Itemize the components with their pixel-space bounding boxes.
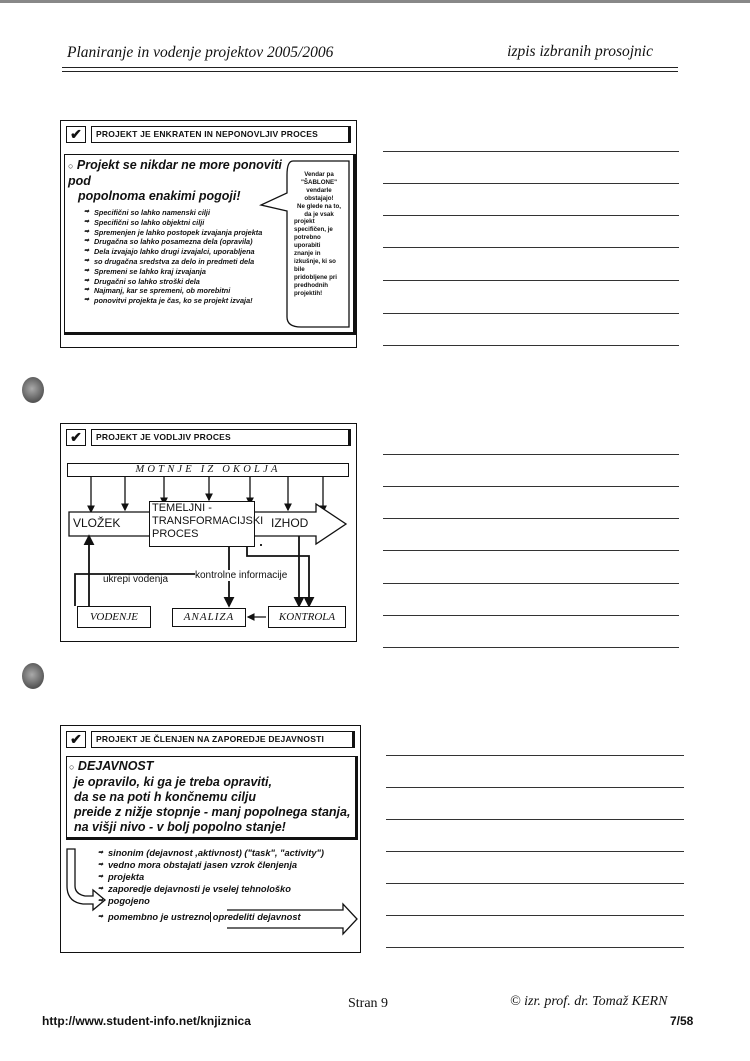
header-course-title: Planiranje in vodenje projektov 2005/2006 <box>67 44 334 61</box>
list-item: ➡ pomembno je ustrezno opredeliti dejavnost <box>98 911 324 923</box>
list-item: ➡ Specifični so lahko namenski cilji <box>84 208 298 218</box>
punch-hole <box>22 377 44 403</box>
management-box: VODENJE <box>77 606 151 628</box>
list-item: ➡ Spremenjen je lahko postopek izvajanja projekta <box>84 228 298 238</box>
note-line <box>386 787 684 788</box>
note-line <box>383 313 679 314</box>
note-line <box>383 247 679 248</box>
header-subtitle: izpis izbranih prosojnic <box>507 43 653 60</box>
note-line <box>383 647 679 648</box>
slide-1 <box>60 120 357 348</box>
control-box: KONTROLA <box>268 606 346 628</box>
list-item: ➡ Najmanj, kar se spremeni, ob morebitni <box>84 286 298 296</box>
source-url-link[interactable]: http://www.student-info.net/knjiznica <box>42 1014 251 1028</box>
definition-text: ○ DEJAVNOST je opravilo, ki ga je treba opraviti, da se na poti h končnemu cilju preide z nižje stopnje - manj popolnega stanja, na višji nivo - v bolj popolno stanje! <box>69 759 351 834</box>
checkmark-icon: ✔ <box>66 429 86 446</box>
slide-title: PROJEKT JE ČLENJEN NA ZAPOREDJE DEJAVNOSTI <box>91 731 355 748</box>
slide-main-statement: ○ Projekt se nikdar ne more ponoviti pod popolnoma enakimi pogoji! <box>68 158 282 203</box>
list-item: ➡ Drugačna so lahko posamezna dela (opravila) <box>84 237 298 247</box>
control-info-label: kontrolne informacije <box>195 570 288 581</box>
list-item-continuation: ➡ so drugačna sredstva za delo in predmeti dela <box>84 257 298 267</box>
input-label: VLOŽEK <box>73 516 121 530</box>
list-item: ➡ zaporedje dejavnosti je vselej tehnološko <box>98 883 324 895</box>
callout-note: Vendar pa "ŠABLONE" vendarle obstajajo! Ne glede na to, da je vsak projekt specifičen, je potrebno uporabiti znanje in izkušnje, ki so bile pridobljene pri predhodnih projektih! <box>294 171 341 297</box>
list-item-continuation: ➡ projekta <box>98 871 324 883</box>
note-line <box>383 615 679 616</box>
note-line <box>383 151 679 152</box>
note-line <box>383 345 679 346</box>
list-item-continuation: ➡ ponovitvi projekta je čas, ko se projekt izvaja! <box>84 296 298 306</box>
note-line <box>386 915 684 916</box>
analysis-box: ANALIZA <box>172 608 246 627</box>
list-item-continuation: ➡ pogojeno <box>98 895 324 907</box>
activity-notes-list <box>98 847 324 923</box>
note-line <box>383 583 679 584</box>
note-line <box>386 755 684 756</box>
list-item: ➡ vedno mora obstajati jasen vzrok členjenja <box>98 859 324 871</box>
top-edge-line <box>0 0 750 3</box>
note-line <box>383 486 679 487</box>
page-label: Stran 9 <box>348 996 389 1011</box>
note-line <box>386 851 684 852</box>
control-actions-label: ukrepi vodenja <box>103 574 169 585</box>
boxed-phrase: opredeliti dejavnost <box>210 912 301 922</box>
slide-title: PROJEKT JE ENKRATEN IN NEPONOVLJIV PROCES <box>91 126 351 143</box>
list-item: ➡ Drugačni so lahko stroški dela <box>84 277 298 287</box>
list-item: ➡ Specifični so lahko objektni cilji <box>84 218 298 228</box>
punch-hole <box>22 663 44 689</box>
hollow-bullet-icon: ○ <box>68 161 74 171</box>
note-line <box>383 550 679 551</box>
note-line <box>383 280 679 281</box>
list-item: ➡ Spremeni se lahko kraj izvajanja <box>84 267 298 277</box>
page-number: 7/58 <box>670 1014 694 1028</box>
disturbance-box: MOTNJE IZ OKOLJA <box>67 463 349 477</box>
note-line <box>383 518 679 519</box>
list-item: ➡ sinonim (dejavnost ,aktivnost) ("task", "activity") <box>98 847 324 859</box>
note-line <box>386 947 684 948</box>
slide-3 <box>60 725 361 953</box>
bullet-list <box>84 208 298 306</box>
checkmark-icon: ✔ <box>66 731 86 748</box>
note-line <box>386 883 684 884</box>
hollow-bullet-icon: ○ <box>69 762 75 772</box>
checkmark-icon: ✔ <box>66 126 86 143</box>
process-box: TEMELJNI - TRANSFORMACIJSKI PROCES <box>149 501 255 547</box>
slide-2 <box>60 423 357 642</box>
list-item: ➡ Dela izvajajo lahko drugi izvajalci, uporabljena <box>84 247 298 257</box>
copyright-author: © izr. prof. dr. Tomaž KERN <box>510 994 668 1009</box>
note-line <box>383 215 679 216</box>
slide-title: PROJEKT JE VODLJIV PROCES <box>91 429 351 446</box>
note-line <box>383 454 679 455</box>
output-label: IZHOD <box>271 516 309 530</box>
header-rule <box>62 67 678 72</box>
note-line <box>383 183 679 184</box>
note-line <box>386 819 684 820</box>
